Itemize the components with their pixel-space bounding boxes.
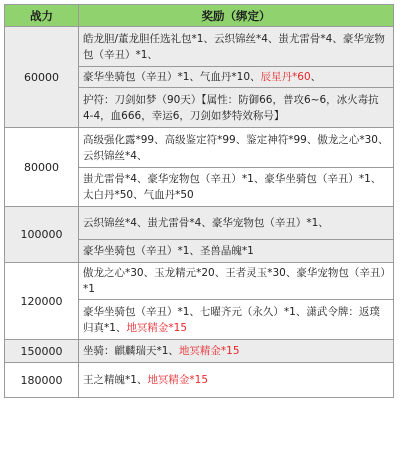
power-value: 100000 — [5, 207, 79, 263]
power-value: 150000 — [5, 340, 79, 363]
reward-text: 护符：刀剑如梦（90天）【属性：防御66，普攻6~6，冰火毒抗4-4，血666，幸运6，刀剑如梦特效称号】 — [83, 93, 379, 122]
highlight-reward-text: 地冥精金*15 — [147, 374, 209, 386]
reward-text: 坐骑：麒麟瑞天*1、 — [83, 345, 179, 357]
power-value: 120000 — [5, 263, 79, 340]
tier-row — [5, 207, 394, 240]
tier-row — [5, 27, 394, 67]
power-value: 180000 — [5, 363, 79, 398]
reward-text: 、 — [310, 71, 322, 83]
reward-cell — [79, 263, 394, 300]
reward-cell — [79, 240, 394, 263]
reward-cell — [79, 340, 394, 363]
reward-text: 高级强化露*99、高级鉴定符*99、鉴定神符*99、傲龙之心*30、云织锦丝*4、 — [83, 133, 389, 162]
reward-text: 云织锦丝*4、蚩尤雷骨*4、豪华宠物包（辛丑）*1、 — [83, 217, 329, 229]
reward-cell — [79, 363, 394, 398]
tier-row — [5, 363, 394, 398]
reward-cell — [79, 300, 394, 340]
power-value: 60000 — [5, 27, 79, 128]
reward-table-body — [5, 27, 394, 398]
reward-cell — [79, 128, 394, 168]
reward-text: 皓龙胆/董龙胆任选礼包*1、云织锦丝*4、蚩尤雷骨*4、豪华宠物包（辛丑）*1、 — [83, 32, 385, 61]
highlight-reward-text: 辰星丹*60 — [260, 71, 311, 83]
reward-cell — [79, 207, 394, 240]
tier-row — [5, 263, 394, 300]
reward-text: 豪华坐骑包（辛丑）*1、气血丹*10、 — [83, 71, 261, 83]
header-power: 战力 — [5, 5, 79, 27]
reward-text: 蚩尤雷骨*4、豪华宠物包（辛丑）*1、豪华坐骑包（辛丑）*1、太白丹*50、气血丹*50 — [83, 173, 382, 201]
power-value: 80000 — [5, 128, 79, 207]
reward-text: 傲龙之心*30、玉龙精元*20、王者灵玉*30、豪华宠物包（辛丑）*1 — [83, 267, 386, 295]
highlight-reward-text: 地冥精金*15 — [126, 321, 188, 334]
tier-row — [5, 340, 394, 363]
reward-cell — [79, 88, 394, 128]
tier-row — [5, 128, 394, 168]
reward-text: 豪华坐骑包（辛丑）*1、七曜齐元（永久）*1、潇武令牌：返璞归真*1、 — [83, 305, 380, 334]
reward-table — [4, 4, 394, 398]
reward-cell — [79, 67, 394, 88]
highlight-reward-text: 地冥精金*15 — [178, 345, 240, 357]
header-reward: 奖励（绑定） — [79, 5, 394, 27]
reward-cell — [79, 168, 394, 207]
reward-text: 豪华坐骑包（辛丑）*1、圣兽晶魄*1 — [83, 245, 254, 257]
reward-cell — [79, 27, 394, 67]
reward-text: 王之精魄*1、 — [83, 374, 148, 386]
